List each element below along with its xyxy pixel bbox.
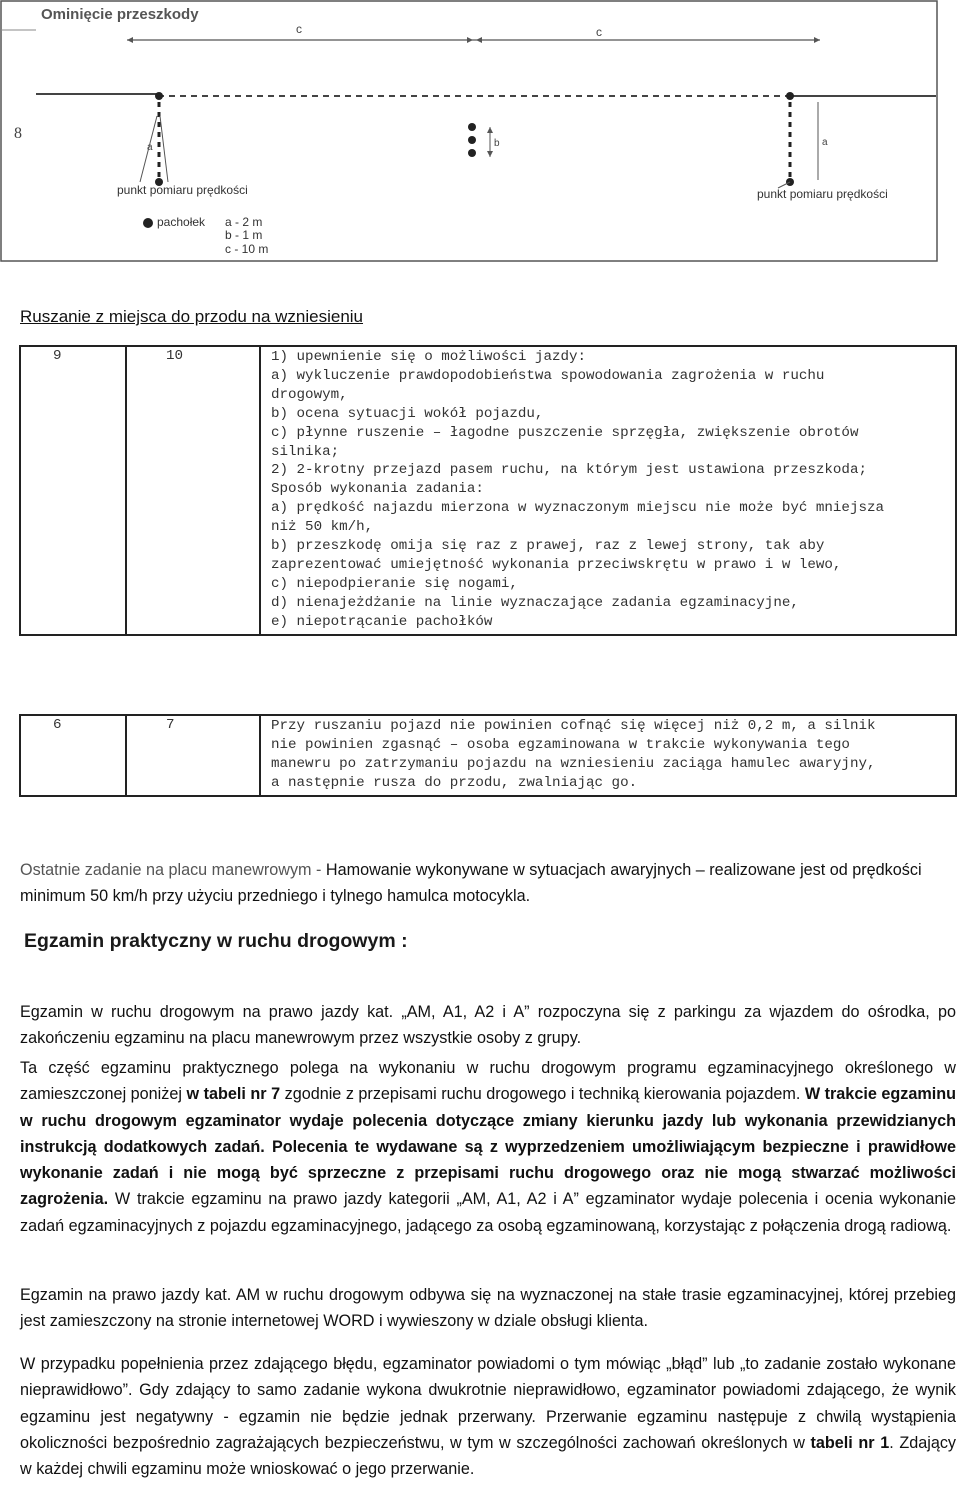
legend-a: a - 2 m: [225, 215, 263, 229]
traffic-text-2: zgodnie z przepisami ruchu drogowego i techniką kierowania pojazdem.: [280, 1085, 805, 1104]
desc-line: b) przeszkodę omija się raz z prawej, raz z lewej strony, tak aby: [271, 538, 825, 555]
table-row: [20, 346, 956, 635]
desc-line: a) wykluczenie prawdopodobieństwa spowodowania zagrożenia w ruchu: [271, 367, 825, 384]
desc-line: niż 50 km/h,: [271, 519, 374, 536]
desc-line: b) ocena sytuacji wokół pojazdu,: [271, 405, 544, 422]
exam-task-table-6: [19, 714, 957, 797]
legend-cone-icon: [143, 218, 153, 228]
task-number: 9: [20, 346, 126, 635]
legend-c: c - 10 m: [225, 242, 269, 256]
section-heading-hill-start: Ruszanie z miejsca do przodu na wzniesieniu: [20, 307, 364, 326]
desc-line: 2) 2-krotny przejazd pasem ruchu, na którym jest ustawiona przeszkoda;: [271, 462, 867, 479]
last-task-prefix: Ostatnie zadanie na placu manewrowym -: [20, 861, 326, 879]
traffic-bold-instructions: W trakcie egzaminu w ruchu drogowym egzaminator wydaje polecenia dotyczące zmiany kierunku jazdy lub wykonania przewidzianych instrukcją dodatkowych zadań. Polecenia te wydawane są z wyprzedzeniem umożliwiającym bezpieczne i prawidłowe wykonanie zadań i nie mogą być sprzeczne z przepisami ruchu drogowego oraz nie mogą stwarzać możliwości zagrożenia.: [20, 1085, 956, 1209]
cone-center: [468, 123, 476, 157]
error-text-2: . Zdający w każdej chwili egzaminu może wnioskować o jego przerwanie.: [20, 1433, 957, 1479]
desc-line: d) nienajeżdżanie na linie wyznaczające zadania egzaminacyjne,: [271, 594, 799, 611]
error-text-1: W przypadku popełnienia przez zdającego błędu, egzaminator powiadomi o tym mówiąc „błąd” lub „to zadanie zostało wykonane nieprawidłowo”. Gdy zdający to samo zadanie wykona dwukrotnie nieprawidłowo, egzaminator powiadomi zdającego, że wynik egzaminu jest negatywny - egzamin nie będzie jednak przerwany. Przerwanie egzaminu następuje z chwilą wystąpienia okoliczności bezpośrednio zagrażających bezpieczeństwu, w tym w szczególności zachowań określonych w: [20, 1355, 956, 1452]
am-prefix: Egzamin na prawo jazdy kat.: [20, 1286, 236, 1304]
dim-c-right: c: [596, 25, 602, 39]
traffic-exam-description-paragraph: [20, 1055, 956, 1239]
diagram-title: Ominięcie przeszkody: [41, 6, 199, 23]
am-text: AM w ruchu drogowym odbywa się na wyznaczonej na stałe trasie egzaminacyjnej, której przebieg jest zamieszczony na stronie internetowej WORD i wywieszony w dziale obsługi klienta.: [20, 1286, 956, 1331]
desc-line: 1) upewnienie się o możliwości jazdy:: [271, 349, 587, 365]
dim-c-left: c: [296, 22, 302, 36]
label-a-left: a: [147, 142, 153, 153]
label-b: b: [494, 138, 500, 149]
task-description: [260, 346, 956, 635]
exam-task-table-9: [19, 345, 957, 636]
desc-line: manewru po zatrzymaniu pojazdu na wzniesieniu zaciąga hamulec awaryjny,: [271, 755, 876, 772]
speed-point-left: punkt pomiaru prędkości: [117, 183, 248, 197]
traffic-text-1: Ta część egzaminu praktycznego polega na wykonaniu w ruchu drogowym programu egzaminacyjnego określonego w zamieszczonej poniżej: [20, 1059, 956, 1104]
desc-line: nie powinien zgasnąć – osoba egzaminowana w trakcie wykonywania tego: [271, 736, 850, 753]
desc-line: c) płynne ruszenie – łagodne puszczenie sprzęgła, zwiększenie obrotów: [271, 424, 859, 441]
am-route-paragraph: [20, 1282, 956, 1335]
task-number: 6: [20, 715, 126, 796]
task-max-value: 10: [126, 346, 260, 635]
obstacle-avoidance-diagram: [0, 0, 960, 268]
desc-line: Przy ruszaniu pojazd nie powinien cofnąć się więcej niż 0,2 m, a silnik: [271, 718, 876, 734]
last-task-paragraph: [20, 857, 956, 910]
desc-line: silnika;: [271, 443, 340, 460]
legend-cone: pachołek: [157, 215, 206, 229]
desc-line: a następnie rusza do przodu, zwalniając go.: [271, 774, 638, 791]
task-description: [260, 715, 956, 796]
desc-line: drogowym,: [271, 386, 348, 403]
desc-line: e) niepotrącanie pachołków: [271, 613, 493, 630]
desc-line: c) niepodpieranie się nogami,: [271, 575, 518, 592]
desc-line: a) prędkość najazdu mierzona w wyznaczonym miejscu nie może być mniejsza: [271, 500, 884, 517]
desc-line: zaprezentować umiejętność wykonania przeciwskrętu w prawo i w lewo,: [271, 556, 842, 573]
error-handling-paragraph: [20, 1351, 956, 1482]
cone-right: [786, 92, 794, 186]
speed-point-right: punkt pomiaru prędkości: [757, 187, 888, 201]
error-bold-table-ref: tabeli nr 1: [810, 1433, 890, 1452]
row-number: 8: [14, 125, 22, 142]
legend-b: b - 1 m: [225, 228, 263, 242]
last-task-text: Hamowanie wykonywane w sytuacjach awaryjnych – realizowane jest od prędkości minimum 50 km/h przy użyciu przedniego i tylnego hamulca motocykla.: [20, 861, 922, 906]
label-a-right: a: [822, 137, 828, 148]
traffic-text-3: W trakcie egzaminu na prawo jazdy kategorii „AM, A1, A2 i A” egzaminator wydaje polecenia i ocenia wykonanie zadań egzaminacyjnych z pojazdu egzaminacyjnego, jadącego za osobą egzaminowaną, korzystając z połączenia drogą radiową.: [20, 1190, 956, 1235]
traffic-bold-table-ref: w tabeli nr 7: [186, 1085, 281, 1104]
desc-line: Sposób wykonania zadania:: [271, 481, 484, 498]
traffic-exam-start-paragraph: Egzamin w ruchu drogowym na prawo jazdy kat. „AM, A1, A2 i A” rozpoczyna się z parkingu za wjazdem do ośrodka, po zakończeniu egzaminu na placu manewrowym przez wszystkie osoby z grupy.: [20, 1003, 956, 1048]
table-row: [20, 715, 956, 796]
section-heading-traffic-exam: Egzamin praktyczny w ruchu drogowym :: [24, 930, 408, 952]
cone-left: [155, 92, 163, 186]
task-max-value: 7: [126, 715, 260, 796]
